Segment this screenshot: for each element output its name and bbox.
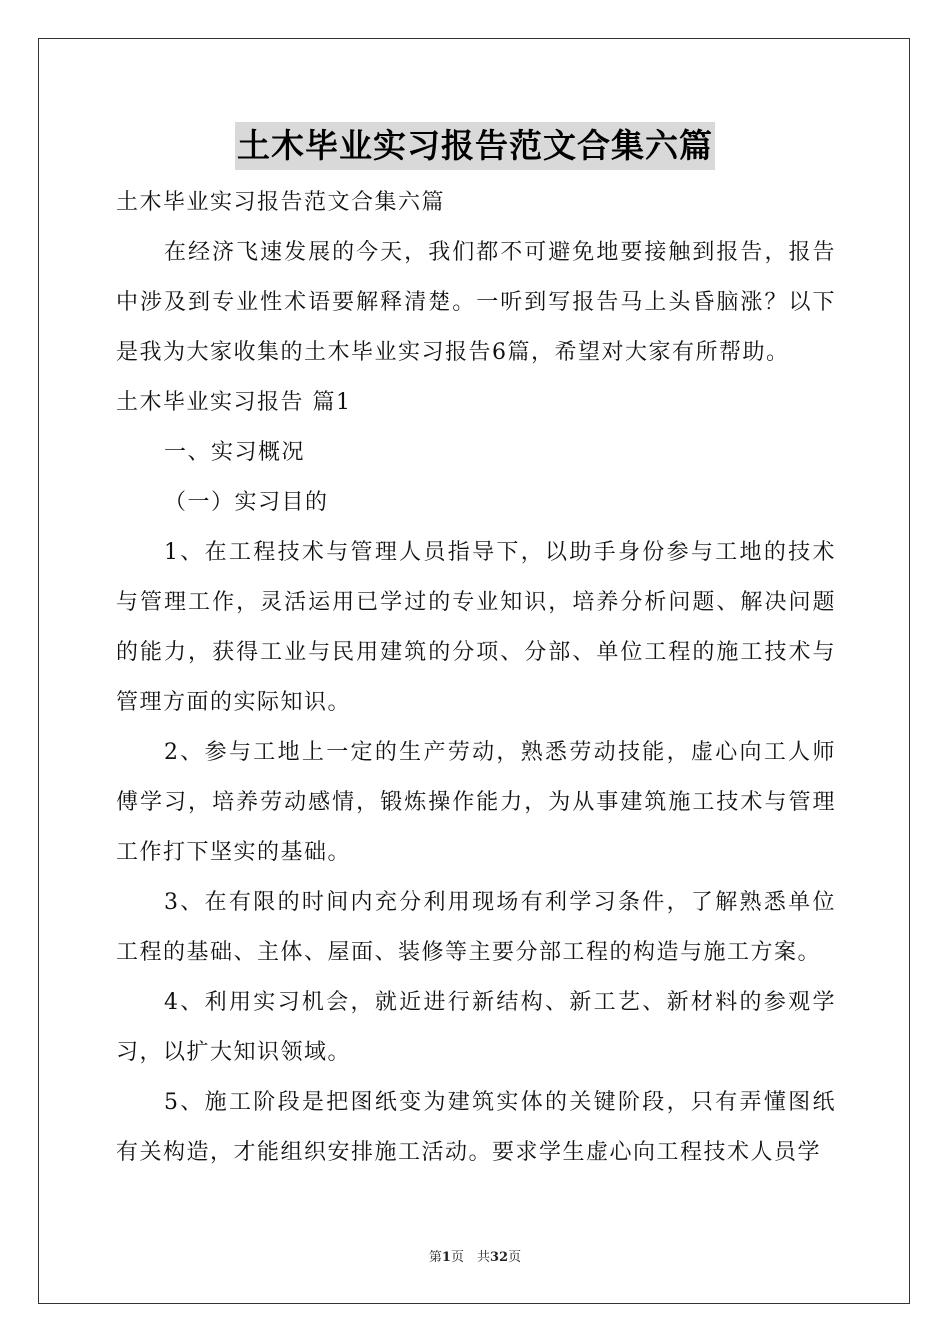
page-suffix: 页 — [508, 1250, 522, 1265]
paragraph: 1、在工程技术与管理人员指导下，以助手身份参与工地的技术与管理工作，灵活运用已学过的专业知识，培养分析问题、解决问题的能力，获得工业与民用建筑的分项、分部、单位工程的施工技术与管理方面的实际知识。 — [116, 540, 836, 715]
page-total: 32 — [489, 1250, 509, 1265]
paragraph: 一、实习概况 — [164, 440, 306, 465]
paragraph: （一）实习目的 — [164, 490, 329, 515]
document-body — [116, 178, 836, 1178]
page-current: 1 — [441, 1250, 451, 1265]
paragraph: 土木毕业实习报告范文合集六篇 — [116, 190, 446, 215]
section-heading: 土木毕业实习报告 篇1 — [116, 390, 352, 415]
paragraph: 4、利用实习机会，就近进行新结构、新工艺、新材料的参观学习，以扩大知识领域。 — [116, 990, 836, 1065]
paragraph: 5、施工阶段是把图纸变为建筑实体的关键阶段，只有弄懂图纸有关构造，才能组织安排施工活动。要求学生虚心向工程技术人员学 — [116, 1090, 836, 1165]
page-footer — [0, 1246, 950, 1265]
page-mid: 页 共 — [450, 1250, 490, 1265]
page-prefix: 第 — [428, 1250, 442, 1265]
paragraph: 2、参与工地上一定的生产劳动，熟悉劳动技能，虚心向工人师傅学习，培养劳动感情，锻炼操作能力，为从事建筑施工技术与管理工作打下坚实的基础。 — [116, 740, 836, 865]
paragraph: 在经济飞速发展的今天，我们都不可避免地要接触到报告，报告中涉及到专业性术语要解释清楚。一听到写报告马上头昏脑涨？以下是我为大家收集的土木毕业实习报告6篇，希望对大家有所帮助。 — [116, 240, 836, 365]
paragraph: 3、在有限的时间内充分利用现场有利学习条件，了解熟悉单位工程的基础、主体、屋面、装修等主要分部工程的构造与施工方案。 — [116, 890, 836, 965]
document-title: 土木毕业实习报告范文合集六篇 — [235, 122, 715, 170]
title-wrap — [0, 122, 950, 170]
